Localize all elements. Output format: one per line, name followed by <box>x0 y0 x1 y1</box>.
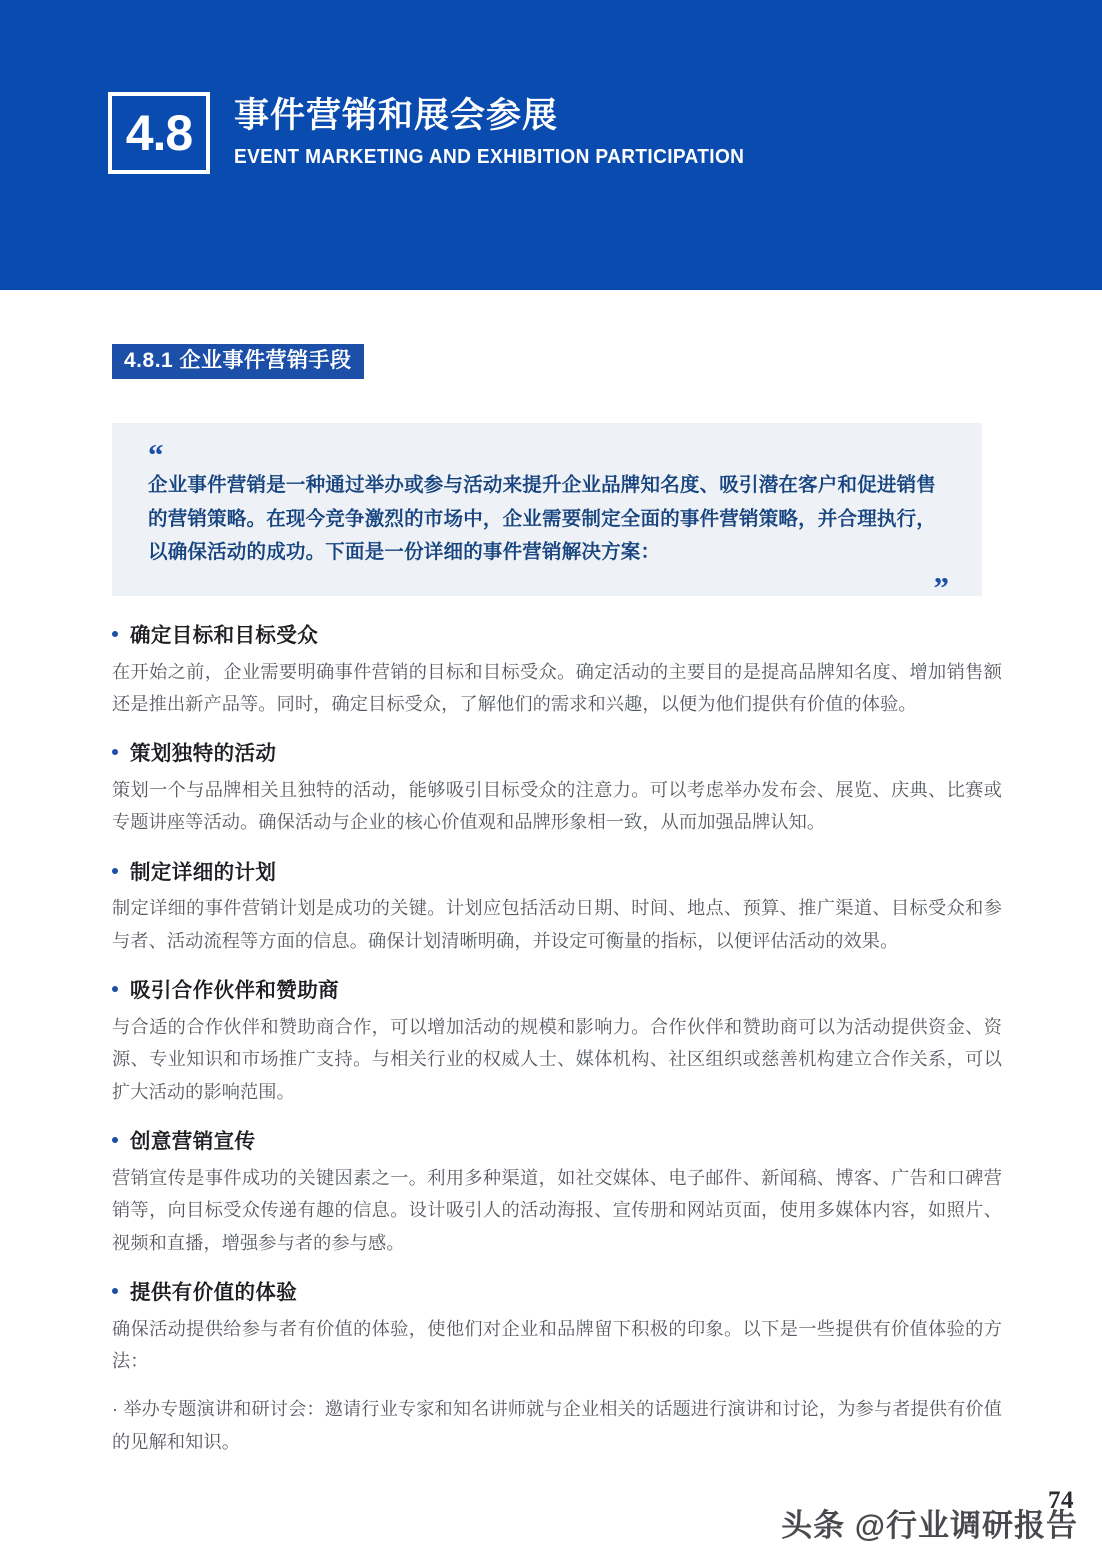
banner-content <box>108 92 783 174</box>
section-tag: 4.8.1 企业事件营销手段 <box>112 344 364 379</box>
section-paragraph: 与合适的合作伙伴和赞助商合作，可以增加活动的规模和影响力。合作伙伴和赞助商可以为活动提供资金、资源、专业知识和市场推广支持。与相关行业的权威人士、媒体机构、社区组织或慈善机构建立合作关系，可以扩大活动的影响范围。 <box>112 1016 1002 1102</box>
section-heading-label: 确定目标和目标受众 <box>130 624 319 647</box>
section-heading <box>112 978 1002 1005</box>
bullet-dot-icon <box>112 868 118 874</box>
content-section <box>112 623 1002 720</box>
section-paragraph: 策划一个与品牌相关且独特的活动，能够吸引目标受众的注意力。可以考虑举办发布会、展览、庆典、比赛或专题讲座等活动。确保活动与企业的核心价值观和品牌形象相一致，从而加强品牌认知。 <box>112 780 1002 833</box>
section-heading <box>112 860 1002 887</box>
bullet-dot-icon <box>112 749 118 755</box>
section-heading-label: 吸引合作伙伴和赞助商 <box>130 979 339 1003</box>
section-paragraph: 在开始之前，企业需要明确事件营销的目标和目标受众。确定活动的主要目的是提高品牌知名度、增加销售额还是推出新产品等。同时，确定目标受众，了解他们的需求和兴趣，以便为他们提供有价值的体验。 <box>112 661 1002 715</box>
section-heading <box>112 741 1002 768</box>
chapter-title-en: EVENT MARKETING AND EXHIBITION PARTICIPATION <box>234 145 745 169</box>
banner-title-group <box>234 92 783 170</box>
bullet-dot-icon <box>112 1137 118 1143</box>
content-sections <box>112 623 1002 1479</box>
section-paragraph: 制定详细的事件营销计划是成功的关键。计划应包括活动日期、时间、地点、预算、推广渠道、目标受众和参与者、活动流程等方面的信息。确保计划清晰明确，并设定可衡量的指标，以便评估活动的效果。 <box>112 898 1002 951</box>
section-sub-bullet: · 举办专题演讲和研讨会：邀请行业专家和知名讲师就与企业相关的话题进行演讲和讨论，为参与者提供有价值的见解和知识。 <box>112 1399 1002 1452</box>
content-section <box>112 741 1002 838</box>
page-number: 74 <box>1048 1487 1074 1514</box>
quote-open-icon: “ <box>148 437 163 472</box>
section-heading-label: 创意营销宣传 <box>130 1130 256 1154</box>
quote-close-icon: ” <box>933 569 948 605</box>
quote-block <box>112 423 982 605</box>
content-section <box>112 1129 1002 1259</box>
section-heading-label: 制定详细的计划 <box>130 860 277 884</box>
content-section <box>112 860 1002 957</box>
section-heading <box>112 1280 1002 1307</box>
content-section <box>112 1280 1002 1458</box>
content-section <box>112 978 1002 1108</box>
chapter-number: 4.8 <box>125 105 193 161</box>
section-heading <box>112 623 1002 650</box>
section-heading-label: 策划独特的活动 <box>130 742 277 766</box>
section-paragraph: 确保活动提供给参与者有价值的体验，使他们对企业和品牌留下积极的印象。以下是一些提供有价值体验的方法： <box>112 1318 1002 1371</box>
watermark: 头条 @行业调研报告 <box>781 1508 1078 1543</box>
chapter-title-cn: 事件营销和展会参展 <box>234 96 559 135</box>
bullet-dot-icon <box>112 631 118 637</box>
section-heading-label: 提供有价值的体验 <box>130 1280 298 1304</box>
quote-text: 企业事件营销是一种通过举办或参与活动来提升企业品牌知名度、吸引潜在客户和促进销售的营销策略。在现今竞争激烈的市场中，企业需要制定全面的事件营销策略，并合理执行，以确保活动的成功。下面是一份详细的事件营销解决方案： <box>148 474 937 564</box>
bullet-dot-icon <box>112 1288 118 1294</box>
chapter-banner <box>0 0 1102 290</box>
bullet-dot-icon <box>112 986 118 992</box>
section-paragraph: 营销宣传是事件成功的关键因素之一。利用多种渠道，如社交媒体、电子邮件、新闻稿、博客、广告和口碑营销等，向目标受众传递有趣的信息。设计吸引人的活动海报、宣传册和网站页面，使用多媒体内容，如照片、视频和直播，增强参与者的参与感。 <box>112 1167 1002 1253</box>
chapter-number-box <box>108 92 210 174</box>
section-heading <box>112 1129 1002 1156</box>
